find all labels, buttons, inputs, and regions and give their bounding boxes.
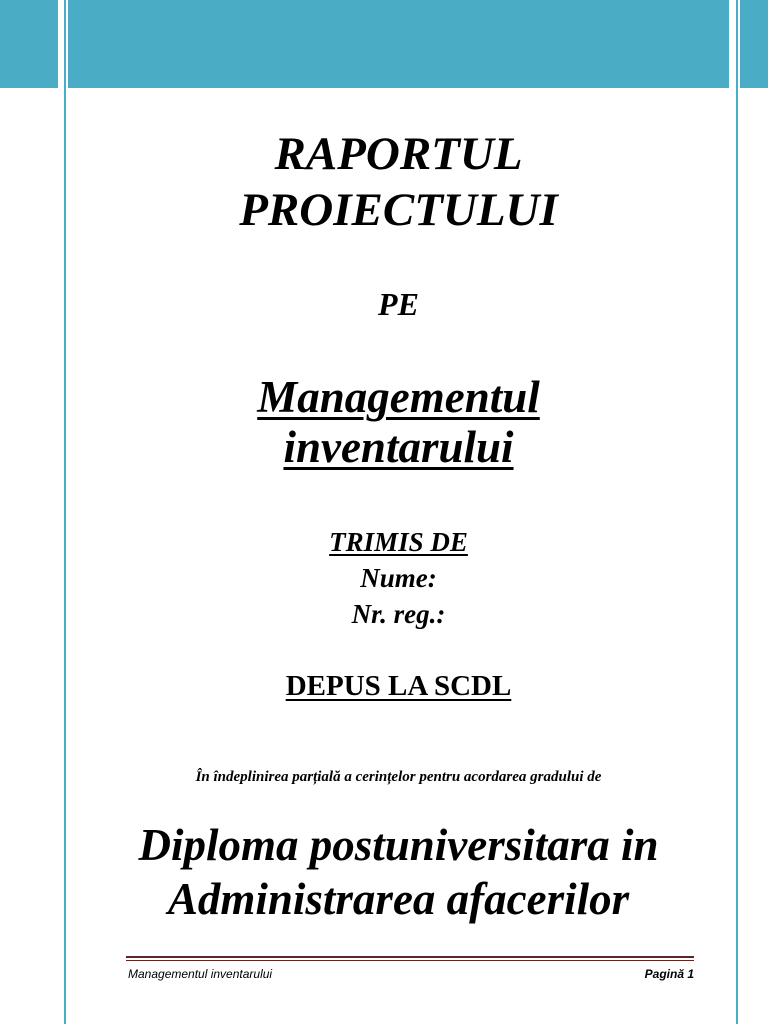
footer-rule-thick [126,956,694,958]
degree-title-line2: Administrarea afacerilor [167,874,630,924]
page-border-right-gap-outer [738,0,740,1024]
page-border-right-gap [729,0,736,1024]
degree-title [68,818,729,926]
on-label: PE [378,286,419,322]
submitted-by-heading: TRIMIS DE [329,527,468,557]
footer-rule-thin [126,960,694,961]
report-title-line2: PROIECTULUI [239,184,558,236]
submitted-by-block [68,524,729,632]
project-subject [68,372,729,472]
project-subject-line2: inventarului [283,422,514,472]
report-title-line1: RAPORTUL [274,128,523,180]
registration-label: Nr. reg.: [351,599,446,629]
deposited-at: DEPUS LA SCDL [285,670,512,702]
page-border-top-band [0,0,768,88]
page-footer [128,965,694,983]
project-subject-line1: Managementul [257,372,540,422]
degree-title-line1: Diploma postuniversitara in [138,820,659,870]
footer-document-title: Managementul inventarului [128,967,273,981]
page-border-left-gap [58,0,64,1024]
fulfilment-statement: În îndeplinirea parțială a cerințelor pentru acordarea gradului de [195,769,602,785]
report-title [68,126,729,238]
name-label: Nume: [360,563,437,593]
footer-page-number: Pagină 1 [644,967,694,981]
